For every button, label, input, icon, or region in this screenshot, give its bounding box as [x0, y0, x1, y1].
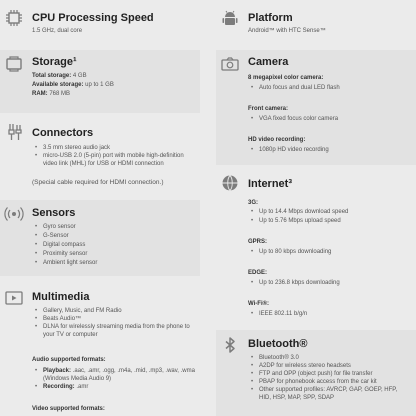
- list-item: [32, 383, 195, 391]
- sensors-title: Sensors: [32, 207, 76, 219]
- list-item: • G-Sensor: [32, 232, 97, 241]
- edge-heading: EDGE:: [248, 270, 268, 276]
- storage-value: up to 1 GB: [85, 82, 114, 88]
- 3g-list: [248, 208, 348, 226]
- list-item: • PBAP for phonebook access from the car kit: [248, 378, 397, 386]
- storage-row: [32, 81, 114, 89]
- list-item: • 3.5 mm stereo audio jack: [32, 144, 184, 152]
- main-camera-heading: 8 megapixel color camera:: [248, 75, 324, 81]
- list-item: • Auto focus and dual LED flash: [248, 84, 340, 92]
- storage-label: Available storage:: [32, 82, 84, 88]
- storage-row: [32, 90, 70, 98]
- android-icon: [220, 8, 240, 28]
- cpu-section: [0, 0, 200, 40]
- list-item: • VGA fixed focus color camera: [248, 115, 338, 123]
- list-item: [32, 367, 195, 375]
- cpu-title: CPU Processing Speed: [32, 12, 154, 24]
- list-item: • IEEE 802.11 b/g/n: [248, 310, 307, 318]
- connectors-section: [0, 113, 200, 195]
- platform-section: [216, 0, 416, 46]
- multimedia-section: [0, 280, 200, 416]
- connector-icon: [4, 122, 24, 142]
- front-camera-heading: Front camera:: [248, 106, 289, 112]
- list-item-continuation: video link (MHL) for USB or HDMI connection: [43, 161, 164, 167]
- storage-row: [32, 72, 87, 80]
- edge-list: [248, 279, 340, 287]
- list-item: • 1080p HD video recording: [248, 146, 329, 154]
- wifi-list: [248, 310, 307, 318]
- playback-label: Playback:: [43, 368, 72, 374]
- list-item: • Beats Audio™: [32, 315, 190, 323]
- camera-icon: [220, 54, 240, 74]
- multimedia-title: Multimedia: [32, 291, 90, 303]
- storage-icon: [4, 54, 24, 74]
- platform-title: Platform: [248, 12, 293, 24]
- audio-formats-list: [32, 367, 195, 391]
- connectors-note: (Special cable required for HDMI connection.): [32, 179, 164, 186]
- storage-label: RAM:: [32, 91, 48, 97]
- list-item-continuation: your TV or computer: [43, 332, 98, 338]
- storage-value: 4 GB: [72, 73, 87, 79]
- list-item: • FTP and OPP (object push) for file transfer: [248, 370, 397, 378]
- main-camera-list: [248, 84, 340, 92]
- bluetooth-section: [216, 330, 416, 416]
- sensors-section: [0, 200, 200, 276]
- audio-formats-heading: Audio supported formats:: [32, 357, 106, 363]
- list-item: • Other supported profiles: AVRCP, GAP, GOEP, HFP,: [248, 386, 397, 394]
- recording-label: Recording:: [43, 384, 75, 390]
- chip-icon: [4, 8, 24, 28]
- video-formats-heading: Video supported formats:: [32, 406, 105, 412]
- cpu-value: 1.5 GHz, dual core: [32, 28, 83, 34]
- hd-video-heading: HD video recording:: [248, 137, 306, 143]
- recording-value: .amr: [76, 384, 89, 390]
- list-item: • Digital compass: [32, 241, 97, 250]
- list-item: • Bluetooth® 3.0: [248, 354, 397, 362]
- bluetooth-icon: [220, 335, 240, 355]
- globe-icon: [220, 173, 240, 193]
- connectors-list: [32, 144, 184, 168]
- wifi-heading: Wi-Fi®:: [248, 301, 270, 307]
- gprs-list: [248, 248, 331, 256]
- gprs-heading: GPRS:: [248, 239, 268, 245]
- list-item: • Up to 5.76 Mbps upload speed: [248, 217, 348, 226]
- internet-section: [216, 165, 416, 325]
- bluetooth-title: Bluetooth®: [248, 338, 308, 350]
- bluetooth-list: [248, 354, 397, 402]
- sensor-icon: [4, 204, 24, 224]
- list-item: • Up to 80 kbps downloading: [248, 248, 331, 256]
- list-item: • micro-USB 2.0 (5-pin) port with mobile high-definition: [32, 152, 184, 160]
- list-item-continuation: (Windows Media Audio 9): [43, 376, 112, 382]
- front-camera-list: [248, 115, 338, 123]
- list-item: • Proximity sensor: [32, 250, 97, 259]
- list-item: • Ambient light sensor: [32, 259, 97, 268]
- playback-value: .aac, .amr, .ogg, .m4a, .mid, .mp3, .wav, .wma: [72, 368, 195, 374]
- camera-section: [216, 50, 416, 165]
- hd-video-list: [248, 146, 329, 154]
- list-item: • Up to 14.4 Mbps download speed: [248, 208, 348, 217]
- storage-label: Total storage:: [32, 73, 72, 79]
- list-item: • Up to 236.8 kbps downloading: [248, 279, 340, 287]
- connectors-title: Connectors: [32, 127, 94, 139]
- storage-value: 768 MB: [49, 91, 71, 97]
- platform-value: Android™ with HTC Sense™: [248, 28, 326, 34]
- camera-title: Camera: [248, 56, 289, 68]
- multimedia-icon: [4, 288, 24, 308]
- list-item: • Gyro sensor: [32, 223, 97, 232]
- storage-section: [0, 50, 200, 113]
- 3g-heading: 3G:: [248, 200, 259, 206]
- list-item: • DLNA for wirelessly streaming media from the phone to: [32, 323, 190, 331]
- list-item: • A2DP for wireless stereo headsets: [248, 362, 397, 370]
- multimedia-list: [32, 307, 190, 339]
- internet-title: Internet³: [248, 178, 292, 190]
- list-item-continuation: HID, HSP, MAP, SPP, SDAP: [259, 395, 335, 401]
- sensors-list: [32, 223, 97, 268]
- storage-title: Storage¹: [32, 56, 77, 68]
- list-item: • Gallery, Music, and FM Radio: [32, 307, 190, 315]
